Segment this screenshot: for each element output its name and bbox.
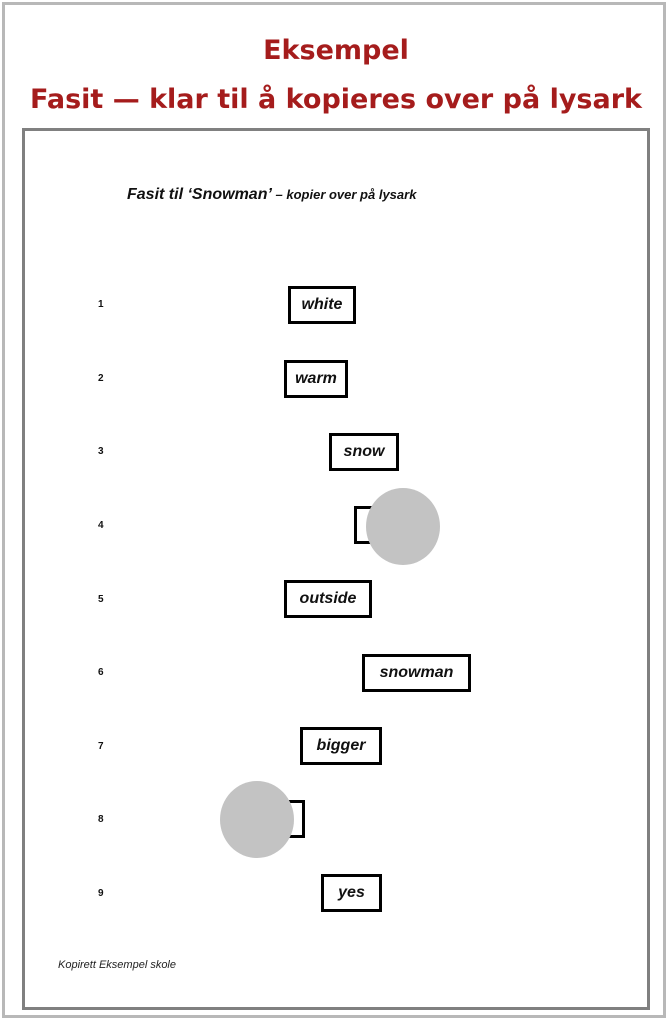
answer-box: warm xyxy=(284,360,348,398)
answer-box: bigger xyxy=(300,727,382,765)
answer-box: snow xyxy=(329,433,399,471)
answer-box: yes xyxy=(321,874,382,912)
row-number: 1 xyxy=(98,299,104,310)
copyright-footer: Kopirett Eksempel skole xyxy=(58,959,176,971)
sheet-title-sub: – kopier over på lysark xyxy=(271,187,417,202)
row-number: 6 xyxy=(98,667,104,678)
page-subtitle: Fasit — klar til å kopieres over på lysark xyxy=(29,84,642,115)
sheet-title-main: Fasit til ‘Snowman’ xyxy=(127,186,272,203)
redaction-circle xyxy=(220,781,294,858)
row-number: 5 xyxy=(98,594,104,605)
row-number: 7 xyxy=(98,741,104,752)
redaction-circle xyxy=(366,488,440,565)
row-number: 2 xyxy=(98,373,104,384)
row-number: 3 xyxy=(98,446,104,457)
answer-box: snowman xyxy=(362,654,471,692)
row-number: 4 xyxy=(98,520,104,531)
row-number: 9 xyxy=(98,888,104,899)
answer-box: outside xyxy=(284,580,372,618)
page-title: Eksempel xyxy=(263,35,409,66)
row-number: 8 xyxy=(98,814,104,825)
answer-box: white xyxy=(288,286,356,324)
sheet-title xyxy=(127,186,416,204)
